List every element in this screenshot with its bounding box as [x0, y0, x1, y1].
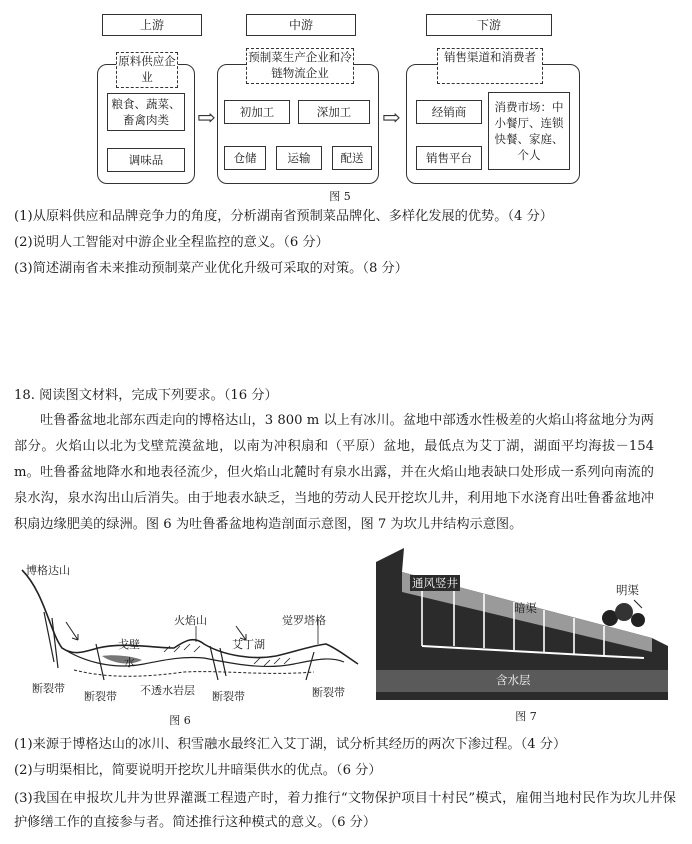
fig6-label-fault-1: 断裂带	[32, 682, 65, 695]
midstream-enterprise: 预制菜生产企业和冷链物流企业	[246, 48, 354, 84]
fig5-caption: 图 5	[329, 190, 351, 203]
q18-question-2: (2)与明渠相比，简要说明开挖坎儿井暗渠供水的优点。（6 分）	[14, 763, 382, 778]
q18-material: 吐鲁番盆地北部东西走向的博格达山，3 800 m 以上有冰川。盆地中部透水性极差的火焰山将盆地分为两部分。火焰山以北为戈壁荒漠盆地，以南为冲积扇和（平原）盆地，最低点为艾丁湖，湖面平均海拔－154 m。吐鲁番盆地降水和地表径流少，但火焰山北麓时有泉水出露，并在火焰山地表缺口处形成一系列向南流的泉水沟，泉水沟出山后消失。由于地表水缺乏，当地的劳动人民开挖坎儿井，利用地下水浇育出吐鲁番盆地冲积扇边缘肥美的绿洲。图 6 为吐鲁番盆地构造剖面示意图，图 7 为坎儿井结构示意图。	[14, 413, 654, 532]
downstream-channel: 销售渠道和消费者	[437, 48, 543, 84]
fig7-label-open: 明渠	[616, 583, 639, 597]
fig7-label-shaft: 通风竖井	[412, 576, 458, 590]
downstream-platform: 销售平台	[416, 146, 482, 170]
midstream-primary: 初加工	[224, 100, 290, 124]
fig6-label-jueluo: 觉罗塔格	[282, 614, 326, 627]
fig6-label-water: 水	[124, 656, 135, 669]
fig6-label-impermeable: 不透水岩层	[140, 684, 195, 697]
midstream-header: 中游	[246, 14, 356, 36]
fig7-caption: 图 7	[515, 710, 537, 723]
fig6-caption: 图 6	[169, 714, 191, 727]
midstream-transport: 运输	[276, 146, 322, 170]
q17-question-3: (3)简述湖南省未来推动预制菜产业优化升级可采取的对策。（8 分）	[14, 261, 408, 276]
q18-title: 18. 阅读图文材料，完成下列要求。（16 分）	[14, 388, 278, 403]
downstream-market: 消费市场：中小餐厅、连锁快餐、家庭、个人	[488, 92, 570, 170]
fig7-label-aquifer: 含水层	[496, 673, 531, 687]
fig6-label-huoyan: 火焰山	[174, 614, 207, 627]
upstream-source: 原料供应企业	[116, 52, 178, 88]
midstream-storage: 仓储	[224, 146, 266, 170]
midstream-deep: 深加工	[298, 100, 370, 124]
fig6-label-aiding: 艾丁湖	[232, 638, 265, 651]
fig6-label-fault-4: 断裂带	[312, 686, 345, 699]
fig7-label-dark: 暗渠	[514, 601, 537, 615]
q17-question-2: (2)说明人工智能对中游企业全程监控的意义。（6 分）	[14, 235, 329, 250]
q18-question-3: (3)我国在申报坎儿井为世界灌溉工程遗产时，着力推行“文物保护项目十村民”模式，雇佣当地村民作为坎儿井保护修缮工作的直接参与者。简述推行这种模式的意义。（6 分）	[14, 791, 676, 830]
upstream-seasoning: 调味品	[107, 148, 185, 172]
upstream-header: 上游	[102, 14, 202, 36]
q18-question-1: (1)来源于博格达山的冰川、积雪融水最终汇入艾丁湖，试分析其经历的两次下渗过程。（4 分）	[14, 737, 567, 752]
fig6-label-bogda: 博格达山	[26, 564, 70, 577]
arrow-2-icon: ⇨	[382, 106, 401, 131]
downstream-dealer: 经销商	[416, 100, 482, 124]
fig6-label-gobi: 戈壁	[118, 638, 140, 651]
fig6-label-fault-3: 断裂带	[212, 690, 245, 703]
q17-question-1: (1)从原料供应和品牌竞争力的角度，分析湖南省预制菜品牌化、多样化发展的优势。（4 分）	[14, 209, 553, 224]
fig6-label-fault-2: 断裂带	[84, 690, 117, 703]
downstream-header: 下游	[426, 14, 552, 36]
midstream-delivery: 配送	[332, 146, 372, 170]
arrow-1-icon: ⇨	[197, 106, 216, 131]
upstream-items: 粮食、蔬菜、畜禽肉类	[107, 93, 185, 131]
